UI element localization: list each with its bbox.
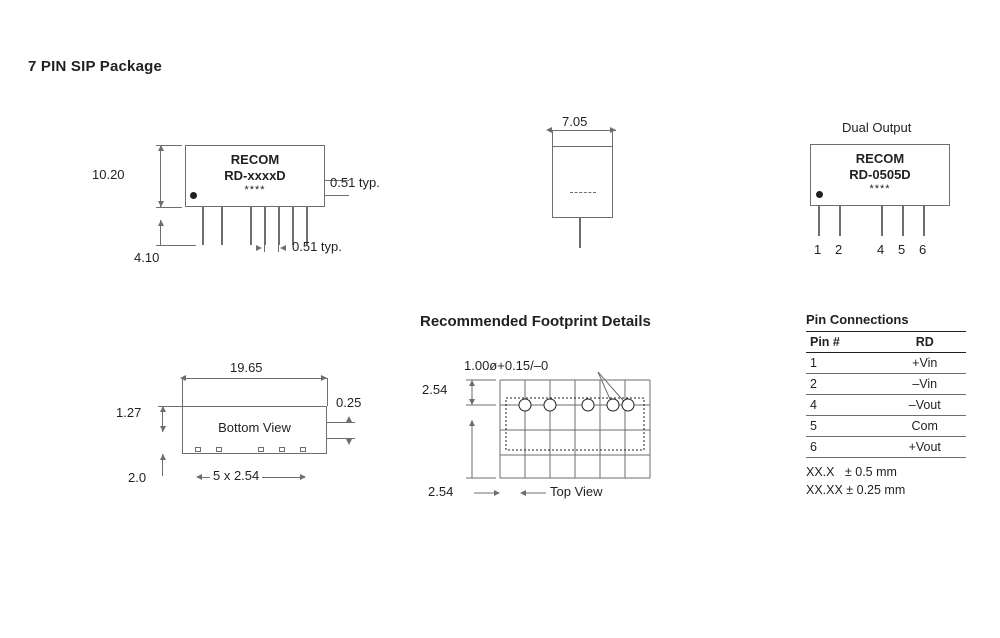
dual-output-caption: Dual Output <box>842 120 912 135</box>
arrow-down-icon <box>158 201 164 207</box>
table-row <box>806 437 966 458</box>
dual-part-name-line2: RD-0505D <box>849 167 911 182</box>
ext-line <box>264 238 265 252</box>
cell-rd: –Vout <box>883 395 966 416</box>
cell-pin: 2 <box>806 374 883 395</box>
cell-rd: +Vin <box>883 353 966 374</box>
pin <box>202 207 204 245</box>
pin <box>579 218 581 248</box>
pin-number: 6 <box>919 242 927 257</box>
pad <box>300 447 306 452</box>
side-view-drawing <box>92 120 410 280</box>
dual-part-stars: **** <box>869 183 891 195</box>
dual-output-drawing <box>800 112 990 272</box>
dim-pin-length-label: 4.10 <box>134 250 160 265</box>
pin-connections-table <box>806 312 966 499</box>
pin <box>902 206 904 236</box>
dim-pin-thickness-label: 0.51 typ. <box>292 239 342 254</box>
tolerance-line-2: XX.XX ± 0.25 mm <box>806 483 906 498</box>
dim-width-label: 7.05 <box>562 114 588 129</box>
dim-line-width <box>548 130 616 131</box>
pin <box>881 206 883 236</box>
pin-number: 5 <box>898 242 906 257</box>
arrow-down-icon <box>160 426 166 432</box>
pin-connections-title: Pin Connections <box>806 312 909 327</box>
pin <box>818 206 820 236</box>
leader-line <box>325 195 349 196</box>
table-row <box>806 374 966 395</box>
pin <box>250 207 252 245</box>
dim-line-height <box>160 145 161 207</box>
table-header-row <box>806 332 966 353</box>
part-name-line1: RECOM <box>230 152 280 167</box>
cell-pin: 5 <box>806 416 883 437</box>
table-row <box>806 395 966 416</box>
tolerance-line-1: XX.X ± 0.5 mm <box>806 465 897 479</box>
dim-length-label: 19.65 <box>230 360 263 375</box>
dim-pitch-label: 5 x 2.54 <box>210 468 262 483</box>
ext-line <box>327 378 328 406</box>
package-body-end <box>552 146 613 218</box>
ext-line <box>156 245 196 246</box>
dim-left-label: 2.0 <box>128 470 147 485</box>
arrow-up-icon <box>160 406 166 412</box>
arrow-up-icon <box>158 145 164 151</box>
leader-line <box>327 422 355 423</box>
dim-height-small-label: 1.27 <box>116 405 142 420</box>
arrow-up-icon <box>160 454 166 460</box>
ext-line <box>182 378 183 406</box>
part-name-line2: RD-xxxxD <box>224 168 286 183</box>
part-stars: **** <box>244 184 266 196</box>
arrow-left-icon <box>280 245 286 251</box>
pins-table <box>806 331 966 458</box>
top-view-caption: Top View <box>550 484 603 499</box>
arrow-left-icon <box>196 474 202 480</box>
pin-number: 1 <box>814 242 822 257</box>
dim-line-length <box>182 378 327 379</box>
dim-hole-label: 1.00ø+0.15/–0 <box>464 358 549 373</box>
arrow-right-icon <box>300 474 306 480</box>
ext-line <box>156 207 182 208</box>
dim-height-label: 10.20 <box>92 167 125 182</box>
arrow-up-icon <box>158 220 164 226</box>
arrow-up-icon <box>346 416 352 422</box>
cell-rd: Com <box>883 416 966 437</box>
end-view-drawing <box>540 114 660 270</box>
pin <box>221 207 223 245</box>
col-header-rd: RD <box>883 332 966 353</box>
footprint-drawing <box>422 358 730 520</box>
pin <box>923 206 925 236</box>
cell-pin: 6 <box>806 437 883 458</box>
ext-line <box>278 238 279 252</box>
cell-pin: 4 <box>806 395 883 416</box>
dual-part-name-line1: RECOM <box>855 151 905 166</box>
arrow-right-icon <box>256 245 262 251</box>
footprint-section-title: Recommended Footprint Details <box>420 313 651 330</box>
table-row <box>806 416 966 437</box>
cell-rd: –Vin <box>883 374 966 395</box>
cell-pin: 1 <box>806 353 883 374</box>
table-row <box>806 353 966 374</box>
pad <box>279 447 285 452</box>
pad <box>258 447 264 452</box>
bottom-view-caption: Bottom View <box>218 420 291 435</box>
dim-right-label: 0.25 <box>336 395 362 410</box>
arrow-right-icon <box>610 127 616 133</box>
dim-vertical-label: 2.54 <box>422 382 448 397</box>
dim-pin-width-label: 0.51 typ. <box>330 175 380 190</box>
pin <box>839 206 841 236</box>
bottom-view-drawing <box>116 360 440 520</box>
arrow-down-icon <box>346 439 352 445</box>
arrow-left-icon <box>180 375 186 381</box>
dim-horizontal-label: 2.54 <box>428 484 454 499</box>
pad <box>195 447 201 452</box>
hidden-line <box>570 192 596 193</box>
pin-number: 4 <box>877 242 885 257</box>
pad <box>216 447 222 452</box>
pin-number: 2 <box>835 242 843 257</box>
cell-rd: +Vout <box>883 437 966 458</box>
page-title: 7 PIN SIP Package <box>28 58 163 75</box>
col-header-pin: Pin # <box>806 332 883 353</box>
